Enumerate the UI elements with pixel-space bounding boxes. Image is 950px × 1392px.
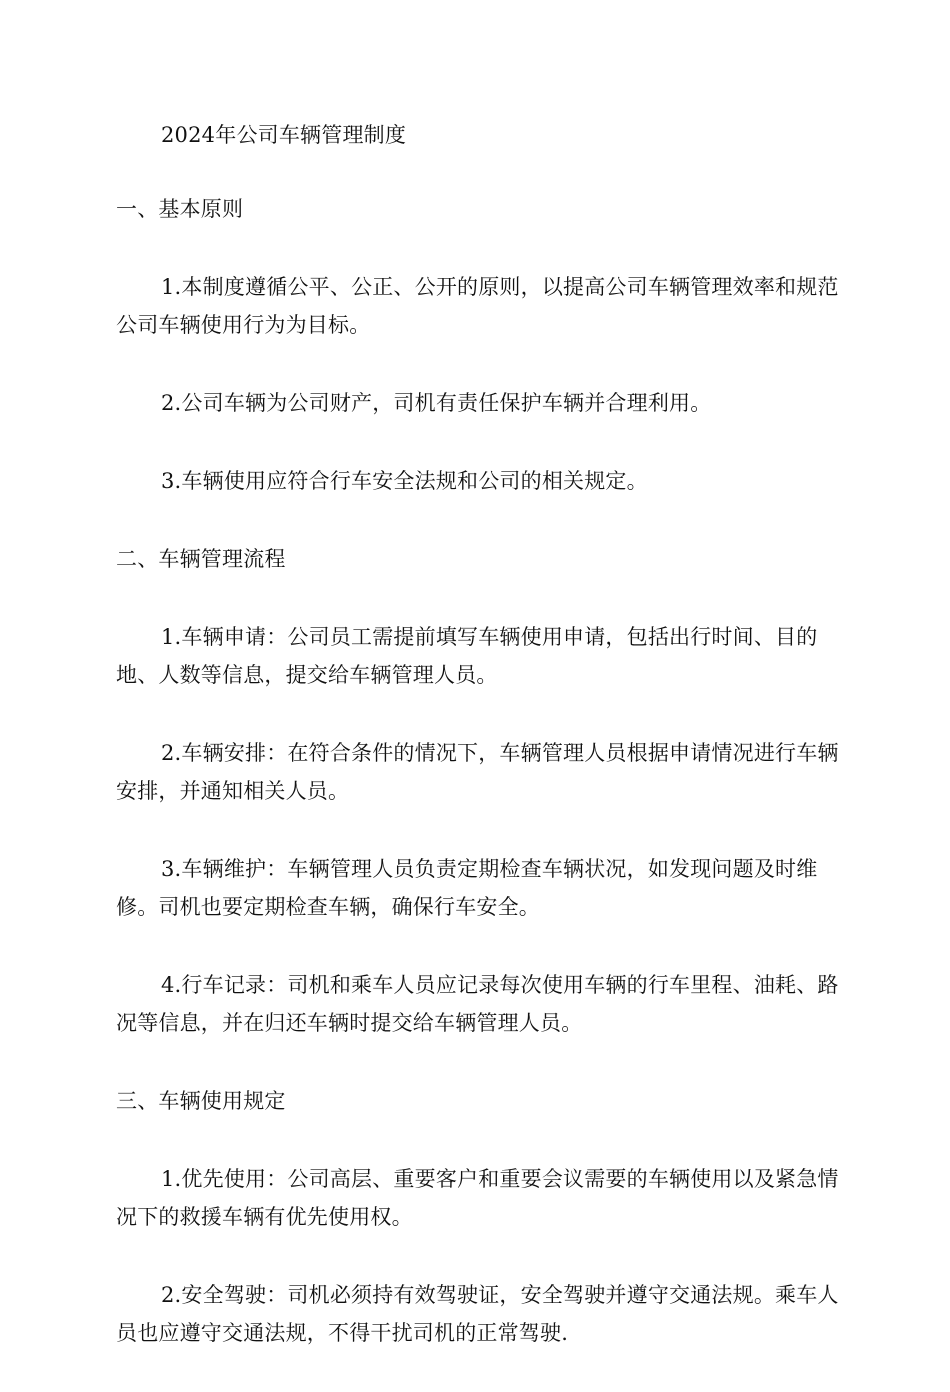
usage-rule-item-2: 2.安全驾驶：司机必须持有效驾驶证，安全驾驶并遵守交通法规。乘车人员也应遵守交通法规，不得干扰司机的正常驾驶. <box>116 1283 839 1345</box>
process-item-4: 4.行车记录：司机和乘车人员应记录每次使用车辆的行车里程、油耗、路况等信息，并在归还车辆时提交给车辆管理人员。 <box>116 973 839 1035</box>
section-heading-usage-rules: 三、车辆使用规定 <box>116 1089 286 1113</box>
section-heading-management-process: 二、车辆管理流程 <box>116 547 286 571</box>
principle-item-2: 2.公司车辆为公司财产，司机有责任保护车辆并合理利用。 <box>161 391 712 415</box>
process-item-1: 1.车辆申请：公司员工需提前填写车辆使用申请，包括出行时间、目的地、人数等信息，提交给车辆管理人员。 <box>116 625 818 687</box>
principle-item-3: 3.车辆使用应符合行车安全法规和公司的相关规定。 <box>161 469 648 493</box>
process-item-2: 2.车辆安排：在符合条件的情况下，车辆管理人员根据申请情况进行车辆安排，并通知相关人员。 <box>116 741 839 803</box>
usage-rule-item-1: 1.优先使用：公司高层、重要客户和重要会议需要的车辆使用以及紧急情况下的救援车辆有优先使用权。 <box>116 1167 839 1229</box>
principle-item-1: 1.本制度遵循公平、公正、公开的原则，以提高公司车辆管理效率和规范公司车辆使用行为为目标。 <box>116 275 839 337</box>
section-heading-basic-principles: 一、基本原则 <box>116 197 244 221</box>
document-title: 2024年公司车辆管理制度 <box>161 123 407 147</box>
document-content <box>116 116 840 1392</box>
process-item-3: 3.车辆维护：车辆管理人员负责定期检查车辆状况，如发现问题及时维修。司机也要定期检查车辆，确保行车安全。 <box>116 857 818 919</box>
